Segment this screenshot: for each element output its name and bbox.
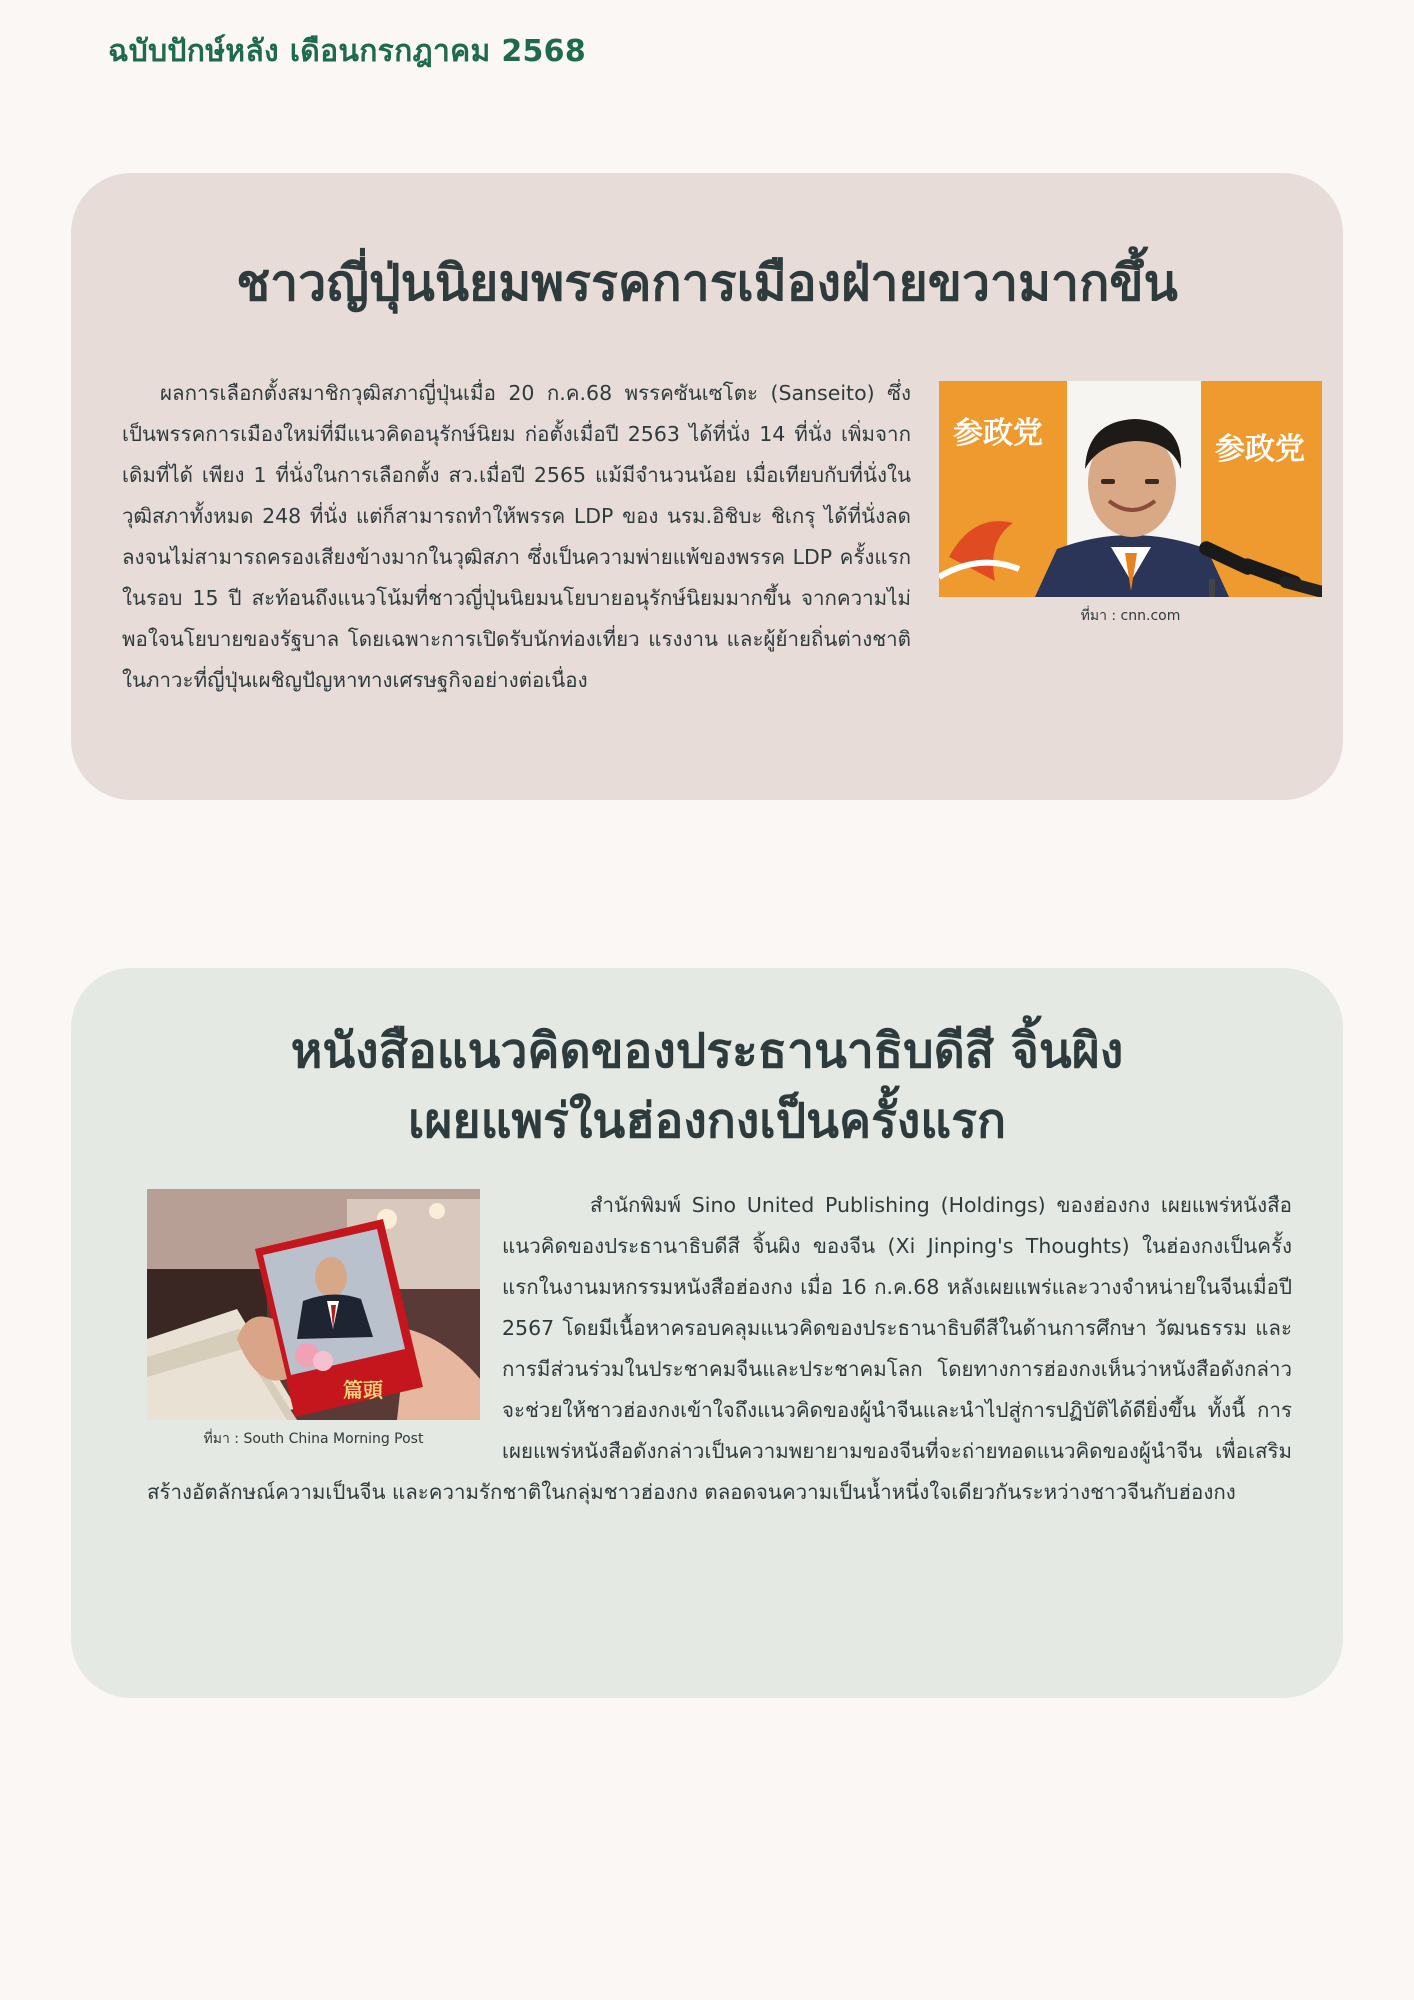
svg-text:参政党: 参政党 [1215, 432, 1305, 467]
article-title-line-1: หนังสือแนวคิดของประธานาธิบดีสี จิ้นผิง [290, 1023, 1124, 1079]
book-display-image [147, 1189, 480, 1420]
article-photo [147, 1189, 480, 1450]
image-caption: ที่มา : cnn.com [1080, 608, 1181, 624]
svg-text:参政党: 参政党 [953, 416, 1043, 451]
issue-header: ฉบับปักษ์หลัง เดือนกรกฎาคม 2568 [108, 34, 587, 69]
politician-press-conference-image [939, 381, 1322, 597]
article-title-line-2: เผยแพร่ในฮ่องกงเป็นครั้งแรก [407, 1093, 1007, 1149]
article-card-japan [71, 173, 1343, 800]
article-card-hongkong [71, 968, 1343, 1698]
image-caption: ที่มา : South China Morning Post [203, 1431, 424, 1447]
article-body [122, 373, 1322, 701]
svg-text:篇頭: 篇頭 [343, 1378, 383, 1402]
article-title [71, 1016, 1343, 1156]
article-paragraph: ผลการเลือกตั้งสมาชิกวุฒิสภาญี่ปุ่นเมื่อ 20 ก.ค.68 พรรคซันเซโตะ (Sanseito) ซึ่งเป็นพรรคการเมืองใหม่ที่มีแนวคิดอนุรักษ์นิยม ก่อตั้งเมื่อปี 2563 ได้ที่นั่ง 14 ที่นั่ง เพิ่มจากเดิมที่ได้ เพียง 1 ที่นั่งในการเลือกตั้ง สว.เมื่อปี 2565 แม้มีจำนวนน้อย เมื่อเทียบกับที่นั่งในวุฒิสภาทั้งหมด 248 ที่นั่ง แต่ก็สามารถทำให้พรรค LDP ของ นรม.อิชิบะ ชิเกรุ ได้ที่นั่งลดลงจนไม่สามารถครองเสียงข้างมากในวุฒิสภา ซึ่งเป็นความพ่ายแพ้ของพรรค LDP ครั้งแรกในรอบ 15 ปี สะท้อนถึงแนวโน้มที่ชาวญี่ปุ่นนิยมนโยบายอนุรักษ์นิยมมากขึ้น จากความไม่พอใจนโยบายของรัฐบาล โดยเฉพาะการเปิดรับนักท่องเที่ยว แรงงาน และผู้ย้ายถิ่นต่างชาติ ในภาวะที่ญี่ปุ่นเผชิญปัญหาทางเศรษฐกิจอย่างต่อเนื่อง [122, 381, 911, 692]
article-photo [939, 381, 1322, 627]
article-paragraph: สำนักพิมพ์ Sino United Publishing (Holdings) ของฮ่องกง เผยแพร่หนังสือแนวคิดของประธานาธิบดีสี จิ้นผิง ของจีน (Xi Jinping's Thoughts) ในฮ่องกงเป็นครั้งแรกในงานมหกรรมหนังสือฮ่องกง เมื่อ 16 ก.ค.68 หลังเผยแพร่และวางจำหน่ายในจีนเมื่อปี 2567 โดยมีเนื้อหาครอบคลุมแนวคิดของประธานาธิบดีสีในด้านการศึกษา วัฒนธรรม และการมีส่วนร่วมในประชาคมจีนและประชาคมโลก โดยทางการฮ่องกงเห็นว่าหนังสือดังกล่าวจะช่วยให้ชาวฮ่องกงเข้าใจถึงแนวคิดของผู้นำจีนและนำไปสู่การปฏิบัติได้ดียิ่งขึ้น ทั้งนี้ การเผยแพร่หนังสือดังกล่าวเป็นความพยายามของจีนที่จะถ่ายทอดแนวคิดของผู้นำจีน เพื่อเสริมสร้างอัตลักษณ์ความเป็นจีน และความรักชาติในกลุ่มชาวฮ่องกง ตลอดจนความเป็นน้ำหนึ่งใจเดียวกันระหว่างชาวจีนกับฮ่องกง [147, 1193, 1292, 1504]
article-title: ชาวญี่ปุ่นนิยมพรรคการเมืองฝ่ายขวามากขึ้น [236, 254, 1178, 312]
article-body [147, 1185, 1292, 1513]
